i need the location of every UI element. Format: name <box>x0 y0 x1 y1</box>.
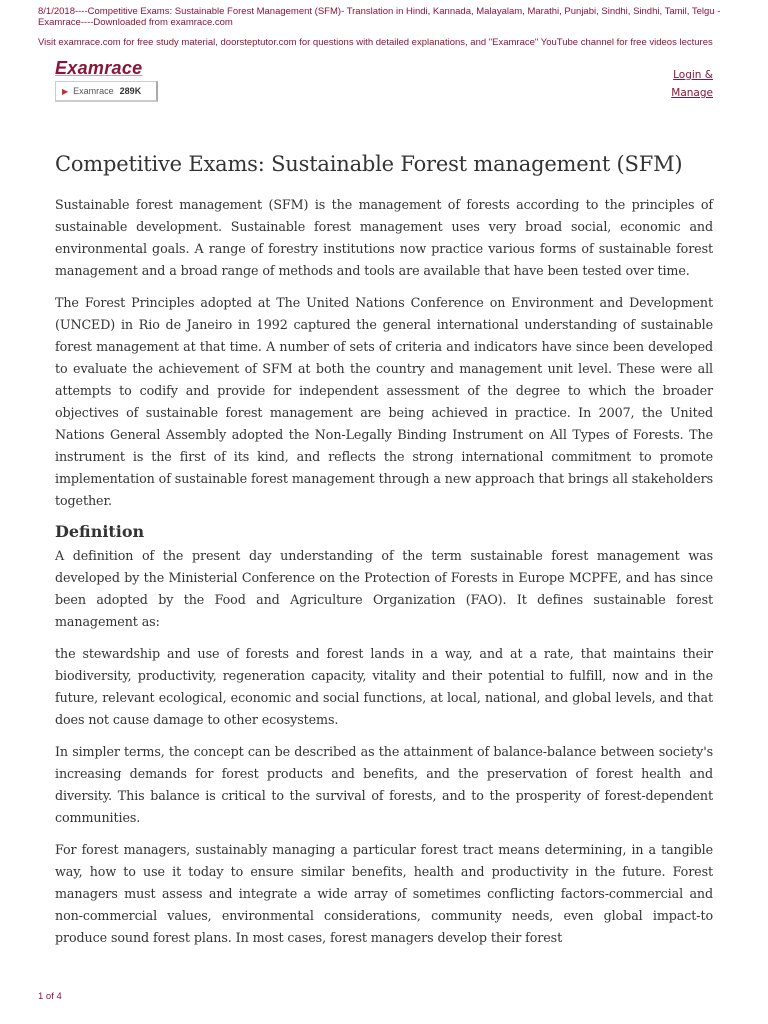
intro-paragraph-2: The Forest Principles adopted at The United Nations Conference on Environment and Development (UNCED) in Rio de Janeiro in 1992 captured the general international understanding of sustainable forest management at that time. A number of sets of criteria and indicators have since been developed to evaluate the achievement of SFM at both the country and management unit level. These were all attempts to codify and provide for independent assessment of the degree to which the broader objectives of sustainable forest management are being achieved in practice. In 2007, the United Nations General Assembly adopted the Non-Legally Binding Instrument on All Types of Forests. The instrument is the first of its kind, and reflects the strong international commitment to promote implementation of sustainable forest management through a new approach that brings all stakeholders together. <box>55 295 713 508</box>
youtube-subscriber-count: 289K <box>119 86 142 96</box>
article <box>55 152 713 959</box>
page-number: 1 of 4 <box>38 991 62 1002</box>
definition-paragraph-2: the stewardship and use of forests and forest lands in a way, and at a rate, that maintains their biodiversity, productivity, regeneration capacity, vitality and their potential to fulfill, now and in the future, relevant ecological, economic and social functions, at local, national, and global levels, and that does not cause damage to other ecosystems. <box>55 646 713 727</box>
examrace-logo[interactable]: Examrace <box>55 58 143 78</box>
print-header-title: 8/1/2018----Competitive Exams: Sustainable Forest Management (SFM)- Translation in Hindi, Kannada, Malayalam, Marathi, Punjabi, Sindhi, Sindhi, Tamil, Telgu - Examrace----Downloaded from examrace.com <box>38 6 721 28</box>
definition-paragraph-4: For forest managers, sustainably managing a particular forest tract means determining, in a tangible way, how to use it today to ensure similar benefits, health and productivity in the future. Forest managers must assess and integrate a wide array of sometimes conflicting factors-commercial and non-commercial values, environmental considerations, community needs, even global impact-to produce sound forest plans. In most cases, forest managers develop their forest <box>55 842 713 945</box>
definition-paragraph-1: A definition of the present day understanding of the term sustainable forest management was developed by the Ministerial Conference on the Protection of Forests in Europe MCPFE, and has since been adopted by the Food and Agriculture Organization (FAO). It defines sustainable forest management as: <box>55 548 713 629</box>
site-branding <box>55 58 158 102</box>
definition-heading: Definition <box>55 522 145 541</box>
play-icon: ▶ <box>62 86 69 96</box>
login-manage-link[interactable] <box>671 66 713 102</box>
definition-paragraph-3: In simpler terms, the concept can be described as the attainment of balance-balance between society's increasing demands for forest products and benefits, and the preservation of forest health and diversity. This balance is critical to the survival of forests, and to the prosperity of forest-dependent communities. <box>55 744 713 825</box>
youtube-subscribe-button[interactable] <box>55 81 158 102</box>
intro-paragraph-1: Sustainable forest management (SFM) is the management of forests according to the principles of sustainable development. Sustainable forest management uses very broad social, economic and environmental goals. A range of forestry institutions now practice various forms of sustainable forest management and a broad range of methods and tools are available that have been tested over time. <box>55 197 713 278</box>
login-link-line2: Manage <box>671 87 713 99</box>
youtube-channel-name: Examrace <box>73 86 114 96</box>
print-header <box>38 6 728 48</box>
print-header-promo: Visit examrace.com for free study material, doorsteptutor.com for questions with detailed explanations, and "Examrace" YouTube channel for free videos lectures <box>38 37 713 48</box>
login-link-line1: Login & <box>673 69 713 81</box>
article-title: Competitive Exams: Sustainable Forest management (SFM) <box>55 152 683 176</box>
